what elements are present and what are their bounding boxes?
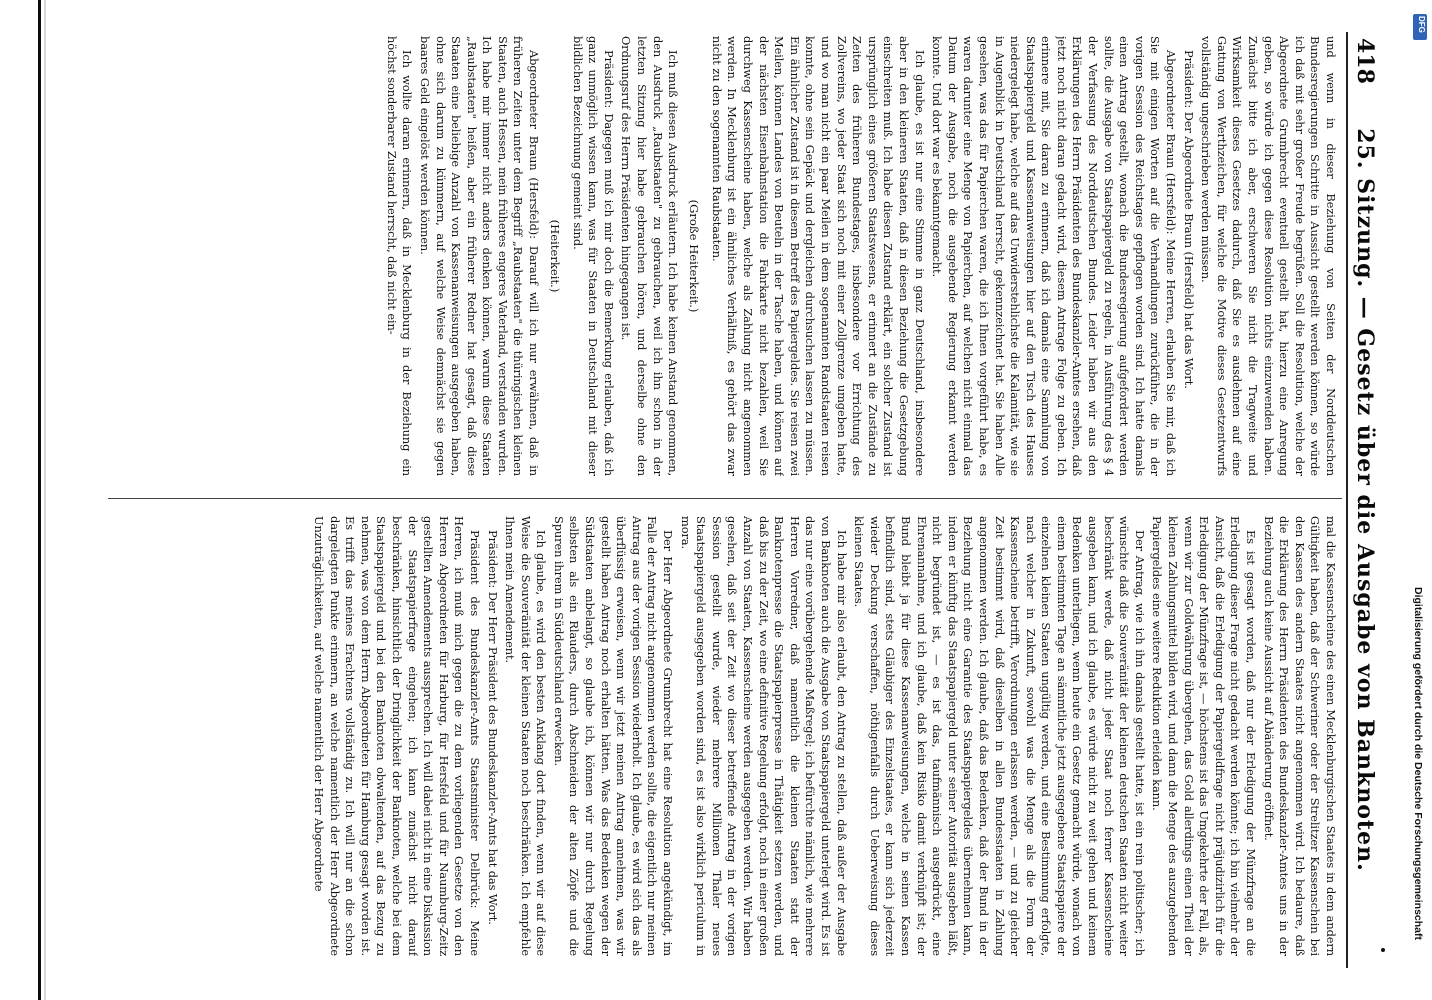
stage-direction: (Heiterkeit.): [548, 219, 563, 293]
dfg-logo-label: DFG: [1417, 16, 1426, 33]
page-title: 25. Sitzung. — Gesetz über die Ausgabe von Banknoten.: [1352, 128, 1378, 872]
paragraph: Ich muß diesen Ausdruck erläutern. Ich habe keinen Anstand genommen, den Ausdruck „Raubstaaten" zu gebrauchen, weil ich ihn schon in der letzten Sitzung hier habe gebrauchen hören, und derselbe ohne den Ordnungsruf des Herrn Präsidenten hingegangen ist.: [619, 36, 681, 476]
paragraph: Der Herr Abgeordnete Grumbrecht hat eine Resolution angekündigt, im Falle der Antrag nicht angenommen werden sollte, die eigentlich nur meinen Antrag aus der vorigen Session wiederholt. Ich glaube, es wird sich das als überflüssig erweisen, wenn wir jetzt meinen Antrag annehmen, was wir gestellt haben Antrag noch erhalten hätten. Was das Bedenken wegen der Südstaaten anbelangt, so glaube ich, können wir nur durch Regelung selbsten als ein Rlauders, durch Abschneiden der alten Zöpfe und die Spuren ihrem in Süddeutschland erwecken.: [551, 516, 676, 956]
paragraph: Abgeordneter Braun (Hersfeld): Meine Herren, erlauben Sie mir, daß ich Sie mit einigen Worten auf die Verhandlungen zurückführe, die in der vorigen Session des Reichstages gepflogen worden sind. Ich hatte damals einen Antrag gestellt, wonach die Bundesregierung aufgefordert werden sollte, die Ausgabe von Staatspapiergeld zu regeln, in Ausführung des § 4 der Verfassung des Norddeutschen Bundes. Leider haben wir aus den Erklärungen des Herrn Präsidenten des Bundeskanzler-Amtes ersehen, daß jetzt noch nicht daran gedacht wird, diesem Antrage Folge zu geben. Ich erinnere mit, Sie daran zu erinnern, daß ich damals eine Sammlung von Staatspapiergeld und Kassenanweisungen hier auf den Tisch des Hauses niedergelegt habe, welche auf das Unwiderstehlichste die Kalamität, wie sie in Augenblick in Deutschland herrscht, gekennzeichnet hat. Sie haben Alle gesehen, was das für Papierchen waren, die ich Ihnen vorgeführt habe, es waren darunter eine Menge von Papierchen, auf welchen nicht einmal das Datum der Ausgabe, noch die ausgebende Regierung erkannt werden konnte. Und dort war es bekanntgemacht.: [930, 36, 1179, 476]
paragraph: Präsident: Der Abgeordnete Braun (Hersfeld) hat das Wort.: [1181, 50, 1196, 389]
scan-margin: [0, 0, 40, 1000]
page-number: 418: [1352, 38, 1378, 84]
paragraph: Ich wollte daran erinnern, daß in Mecklenburg in der Beziehung ein höchst sonderbarer Zustand herrscht, daß nicht ein-: [384, 36, 415, 476]
paragraph: und wenn in dieser Beziehung von Seiten der Norddeutschen Bundesregierungen Schritte in Aussicht gestellt werden können, so würde ich daß mit sehr großer Freude begrüßen. Soll die Resolution, welche der Abgeordnete Grumbrecht eventuell gestellt hat, hierzu eine Anregung geben, so würde ich gegen diese Resolution nichts einzuwenden haben. Zunächst bitte ich aber, erschweren Sie nicht die Tragweite und Wirksamkeit dieses Gesetzes dadurch, daß Sie es ausdehnen auf eine Gattung von Werthzeichen, für welche die Motive dieses Gesetzentwurfs vollständig ungeschrieben werden müssen.: [1199, 36, 1338, 476]
scan-binding-edge: [38, 0, 41, 1000]
left-text-column: [108, 36, 1338, 476]
paragraph: Ich glaube, es ist nur eine Stimme in ganz Deutschland, insbesondere aber in den kleineren Staaten, daß in diesen Beziehung die Gesetzgebung einschreiten muß. Ich habe diesen Zustand erklärt, ein solcher Zustand ist ursprünglich eines größeren Staatswesens, er erinnert an die Zustände zu Zeiten des früheren Bundestages, insbesondere vor Errichtung des Zollvereins, wo jeder Staat sich noch mit einer Zollgrenze umgeben hatte, und wo man nicht ein paar Meilen in dem sogenannten Randstaaten reisen konnte, ohne sein Gepäck und dergleichen durchsuchen lassen zu müssen. Ein ähnlicher Zustand ist in diesem Betreff des Papiergeldes. Sie reisen zwei Meilen, können Landes von Beuteln in der Tasche haben, und können auf der nächsten Eisenbahnstation die Fahrkarte nicht bezahlen, weil Sie durchweg Kassenscheine haben, welche als Zahlung nicht angenommen werden. In Mecklenburg ist ein ähnliches Verhältniß, es gehört das zwar nicht zu den sogenannten Raubstaaten.: [709, 36, 927, 476]
right-text-column: [108, 516, 1338, 956]
stage-direction: (Große Heiterkeit.): [687, 199, 702, 313]
page-header: [1348, 32, 1378, 968]
paragraph: mal die Kassenscheine des einen Mecklenburgischen Staates in dem andern Gültigkeit haben, daß der Schweriner oder der Strelitzer Kassenschein bei den Kassen des andern Staates nicht angenommen wird. Ich bedaure, daß die Erklärung des Herrn Präsidenten des Bundeskanzler-Amtes uns in der Beziehung auch keine Aussicht auf Abänderung eröffnet.: [1261, 516, 1338, 956]
paragraph: Präsident: Der Herr Präsident des Bundeskanzler-Amts hat das Wort.: [485, 530, 500, 925]
paragraph: Es ist gesagt worden, daß nur der Erledigung der Münzfrage an die Erledigung dieser Frage nicht gedacht werden könnte; ich bin vielmehr der Ansicht, daß die Erledigung der Papiergeldfrage nicht präjudizirlich für die Erledigung der Münzfrage ist, — höchstens ist das Umgekehrte der Fall, als, wenn wir zur Goldwährung übergehen, das Gold allerdings einen Theil der kleinen Zahlungsmittel bilden wird, und dann die Menge des auszugebenden Papiergeldes eine weitere Reduktion erleiden kann.: [1150, 516, 1259, 956]
paragraph: Ich habe mir also erlaubt, den Antrag zu stellen, daß außer der Ausgabe von Banknoten auch die Ausgabe von Staatspapiergeld unterlegt wird. Es ist das nur eine vorübergehende Maßregel; ich befürchte nämlich, wie mehrere Herren Vorredner, daß namentlich die kleinen Staaten statt der Banknotenpresse die Staatspapierpresse in Thätigkeit setzen werden, und daß bis zu der Zeit, wo eine definitive Regelung erfolgt, noch in einer großen Anzahl von Staaten, Kassenscheine werden ausgegeben werden. Wir haben gesehen, daß seit der Zeit wo dieser betreffende Antrag in der vorigen Session gestellt wurde, wieder mehrere Millionen Thaler neues Staatspapiergeld ausgegeben worden sind, es ist also wirklich periculum in mora.: [678, 516, 849, 956]
rotated-document-page: [96, 32, 1378, 968]
dfg-logo: [1413, 14, 1427, 40]
paragraph: Abgeordneter Braun (Hersfeld): Darauf will ich nur erwähnen, daß in früheren Zeiten unter dem Begriff „Raubstaaten" die thüringischen kleinen Staaten, auch Hessen, mein früheres engeres Vaterland, verstanden wurden. Ich habe mir immer nicht anders denken können, warum diese Staaten „Raubstaaten" heißen, aber ein früherer Redner hat gesagt, daß diese Staaten eine beliebige Anzahl von Kassenanweisungen ausgegeben haben, ohne sich darum zu kümmern, auf welche Weise demnächst sie gegen baares Geld eingelöst werden können.: [417, 36, 542, 476]
column-divider: [108, 498, 1342, 499]
header-rule: [1346, 32, 1348, 968]
paragraph: Präsident: Dagegen muß ich mir doch die Bemerkung erlauben, daß ich ganz unmöglich wissen kann, was für Staaten in Deutschland mit dieser bildlichen Bezeichnung gemeint sind.: [570, 36, 616, 476]
scan-shadow: [44, 0, 46, 1000]
paragraph: Präsident des Bundeskanzler-Amts Staatsminister Delbrück: Meine Herren, ich muß mich gegen die zu dem vorliegenden Gesetze von den Herren Abgeordneten für Harburg, für Hersfeld und für Naumburg-Zeitz gestellten Amendements aussprechen. Ich will dabei nicht in eine Diskussion der Staatspapierfrage eingehen; ich kann zunächst nicht darauf beschränken, hinsichtlich der Dringlichkeit der Banknoten, welche bei dem Staatspapiergeld und bei den Banknoten obwaltenden, auf das Bezug zu nehmen, was von dem Herrn Abgeordneten für Hamburg gesagt worden ist. Es trifft das meines Erachtens vollständig zu. Ich will nur an die schon dargelegten Punkte erinnern, an welche namentlich der Herr Abgeordnete Unzuträglichkeiten, auf welche namentlich der Herr Abgeordnete: [312, 516, 482, 956]
scan-speck: [1381, 948, 1385, 952]
paragraph: Ich glaube, es wird den besten Anklang dort finden, wenn wir auf diese Weise die Souveränität der kleinen Staaten noch beschränken. Ich empfehle Ihnen mein Amendement.: [503, 516, 549, 956]
digitization-note-text: Digitalisierung gefördert durch die Deutsche Forschungsgemeinschaft: [1412, 587, 1424, 940]
paragraph: Der Antrag, wie ich ihn damals gestellt hatte, ist ein rein politischer; ich wünschte daß die Souveränität der kleinen deutschen Staaten nicht weiter beschränkt werde, daß nicht jeder Staat noch ferner Kassenscheine ausgeben kann, und ich glaube, es würde nicht zu weit gehen und keinem Bedenken unterliegen, wenn heute ein Gesetz gemacht würde, wonach von einem bestimmten Tage an sämmtliche jetzt ausgegebene Staatspapiere der einzelnen kleinen Staaten ungültig werden, und eine Bestimmung erfolgte, nach welcher in Zukunft, sowohl was die Menge als die Form der Kassenscheine betrifft, Verordnungen erlassen werden, — und zu gleicher Zeit bestimmt wird, daß dieselben in allen Bundesstaaten in Zahlung angenommen werden. Ich glaube, daß das Bedenken, daß der Bund in der Beziehung nicht eine Garantie des Staatspapiergeldes übernehmen kann, indem er künftig das Staatspapiergeld unter seiner Autorität ausgeben läßt, nicht begründet ist, — es ist das, taufmännisch ausgedrückt, eine Ehrenannahme, und ich glaube, daß kein Risiko damit verknüpft ist; der Bund bleibt ja für diese Kassenanweisungen, welche in seinen Kassen befindlich sind, stets Gläubiger des Einzelstaates, er kann sich jederzeit wieder Deckung verschaffen, nöthigenfalls durch Ueberweisung dieses kleinen Staates.: [852, 516, 1147, 956]
digitization-note: [1404, 40, 1426, 980]
